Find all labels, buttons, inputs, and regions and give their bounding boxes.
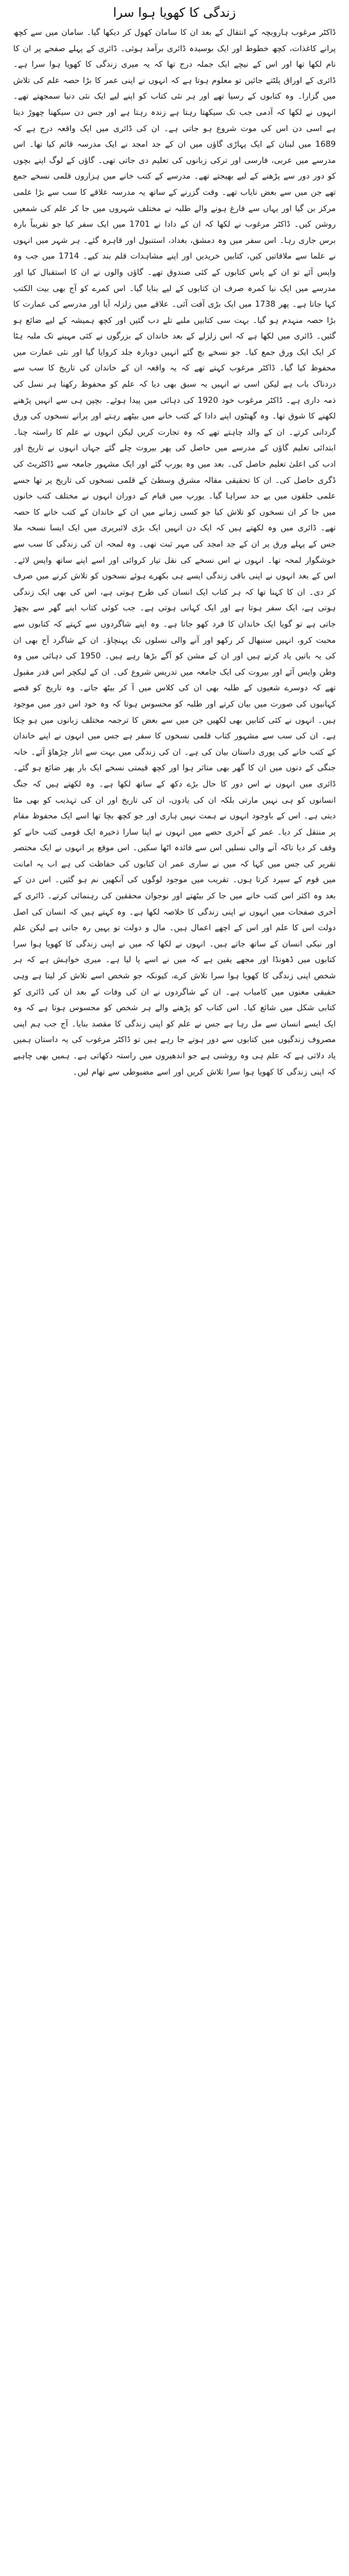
article-paragraph: ان کی زندگی میں بہت سے اتار چڑھاؤ آئے۔ خانہ جنگی کے دنوں میں ان کا گھر بھی متاثر ہوا اور کچھ قیمتی نسخے ایک بار پھر ضائع ہو گئے۔ ڈائری میں انہوں نے اس دور کا حال بڑے دکھ کے ساتھ لکھا ہے۔ وہ لکھتے ہیں کہ جنگ انسانوں کو ہی نہیں مارتی بلکہ ان کی یادوں، ان کی تاریخ اور ان کی تہذیب کو بھی مٹا دیتی ہے۔ اس کے باوجود انہوں نے ہمت نہیں ہاری اور جو کچھ بچا تھا اسے ایک محفوظ مقام پر منتقل کر دیا۔ bbox=[13, 747, 336, 837]
article-paragraph: ان کا کہنا تھا کہ ہر کتاب ایک انسان کی طرح ہوتی ہے، اس کی بھی ایک زندگی ہوتی ہے، ایک سفر ہوتا ہے اور ایک کہانی ہوتی ہے۔ جب کوئی کتاب اپنے گھر سے بچھڑ جاتی ہے تو گویا ایک خاندان کا فرد کھو جاتا ہے۔ وہ اپنے شاگردوں سے کہتے کہ کتابوں سے محبت کرو، انہیں سنبھال کر رکھو اور آنے والی نسلوں تک پہنچاؤ۔ ان کے شاگرد آج بھی ان کی یہ باتیں یاد کرتے ہیں اور ان کے مشن کو آگے بڑھا رہے ہیں۔ bbox=[13, 587, 336, 661]
article-paragraph: 1950 کی دہائی میں وہ وطن واپس آئے اور بیروت کی ایک جامعہ میں تدریس شروع کی۔ ان کے لیکچر اس قدر مقبول تھے کہ دوسرے شعبوں کے طلبہ بھی ان کی کلاس میں آ کر بیٹھ جاتے۔ وہ تاریخ کو قصے کہانیوں کی صورت میں بیان کرتے اور طلبہ کو محسوس ہوتا کہ وہ خود اس دور میں موجود ہیں۔ انہوں نے کئی کتابیں بھی لکھیں جن میں سے بعض کا ترجمہ مختلف زبانوں میں ہو چکا ہے۔ ان کی سب سے مشہور کتاب قلمی نسخوں کا سفر ہے جس میں انہوں نے اپنے خاندان کے کتب خانے کی پوری داستان بیان کی ہے۔ bbox=[13, 652, 336, 757]
article-paragraph: ڈاکٹر مرغوب خود 1920 کی دہائی میں پیدا ہوئے۔ بچپن ہی سے انہیں پڑھنے لکھنے کا شوق تھا۔ وہ گھنٹوں اپنے دادا کے کتب خانے میں بیٹھے رہتے اور پرانے نسخوں کی ورق گردانی کرتے۔ ان کے والد چاہتے تھے کہ وہ تجارت کریں لیکن انہوں نے علم کا راستہ چنا۔ ابتدائی تعلیم گاؤں کے مدرسے میں حاصل کی پھر بیروت چلے گئے جہاں انہوں نے تاریخ اور ادب کی اعلیٰ تعلیم حاصل کی۔ بعد میں وہ یورپ گئے اور ایک مشہور جامعہ سے ڈاکٹریٹ کی ڈگری حاصل کی۔ ان کا تحقیقی مقالہ مشرق وسطیٰ کے قلمی نسخوں کی تاریخ پر تھا جسے علمی حلقوں میں بے حد سراہا گیا۔ bbox=[13, 396, 336, 501]
article-headline: زندگی کا کھویا ہوا سرا bbox=[113, 5, 236, 20]
article-paragraph: ڈائری کے آخری صفحات میں انہوں نے اپنی زندگی کا خلاصہ لکھا ہے۔ وہ کہتے ہیں کہ انسان کی اصل دولت اس کا علم اور اس کے اچھے اعمال ہیں۔ مال و دولت تو یہیں رہ جاتی ہے لیکن علم اور نیکی انسان کے ساتھ جاتے ہیں۔ انہوں نے لکھا کہ میں نے اپنی زندگی کا کھویا ہوا سرا کتابوں میں ڈھونڈا اور مجھے یقین ہے کہ میں نے اسے پا لیا ہے۔ میری خواہش ہے کہ ہر شخص اپنی زندگی کا کھویا ہوا سرا تلاش کرے، کیونکہ جو شخص اسے تلاش کر لیتا ہے وہی حقیقی معنوں میں کامیاب ہے۔ bbox=[13, 892, 336, 997]
article-paragraph: ڈاکٹر مرغوب ہاروبچہ کے انتقال کے بعد ان کا سامان کھول کر دیکھا گیا۔ سامان میں سے کچھ پرانے کاغذات، کچھ خطوط اور ایک بوسیدہ ڈائری برآمد ہوئی۔ ڈائری کے پہلے صفحے پر ان کا نام لکھا تھا اور اس کے نیچے ایک جملہ درج تھا کہ یہ میری زندگی کا کھویا ہوا سرا ہے۔ ڈائری کے اوراق پلٹتے جائیں تو معلوم ہوتا ہے کہ انہوں نے اپنی عمر کا بڑا حصہ علم کی تلاش میں گزارا۔ وہ کتابوں کے رسیا تھے اور ہر نئی کتاب کو اپنے لیے ایک نئی دنیا سمجھتے تھے۔ انہوں نے لکھا کہ آدمی جب تک سیکھتا رہتا ہے زندہ رہتا ہے اور جس دن سیکھنا چھوڑ دیتا ہے اسی دن اس کی موت شروع ہو جاتی ہے۔ bbox=[13, 28, 336, 133]
article-paragraph: ڈاکٹر مرغوب نے لکھا کہ ان کے دادا نے 1701 میں ایک سفر کیا جو تقریباً بارہ برس جاری رہا۔ اس سفر میں وہ دمشق، بغداد، استنبول اور قاہرہ گئے۔ ہر شہر میں انہوں نے علما سے ملاقاتیں کیں، کتابیں خریدیں اور اپنے مشاہدات قلم بند کیے۔ 1714 میں جب وہ واپس آئے تو ان کے پاس کتابوں کے کئی صندوق تھے۔ گاؤں والوں نے ان کا استقبال کیا اور مدرسے میں ایک نیا کمرہ صرف ان کتابوں کے لیے بنایا گیا۔ اس کمرے کو آج بھی بیت الکتب کہا جاتا ہے۔ bbox=[13, 220, 336, 310]
article-paragraph: پھر 1738 میں ایک بڑی آفت آئی۔ علاقے میں زلزلہ آیا اور مدرسے کی عمارت کا بڑا حصہ منہدم ہو گیا۔ بہت سی کتابیں ملبے تلے دب گئیں اور کچھ ہمیشہ کے لیے ضائع ہو گئیں۔ ڈائری میں لکھا ہے کہ اس زلزلے کے بعد خاندان کے بزرگوں نے کئی مہینے تک ملبہ ہٹا کر ایک ایک ورق جمع کیا۔ جو نسخے بچ گئے انہیں دوبارہ جلد کروایا گیا اور نئی عمارت میں محفوظ کیا گیا۔ ڈاکٹر مرغوب کہتے تھے کہ یہ واقعہ ان کے خاندان کی تاریخ کا سب سے دردناک باب ہے لیکن اسی نے انہیں یہ سبق بھی دیا کہ علم کو محفوظ رکھنا ہر نسل کی ذمہ داری ہے۔ bbox=[13, 300, 336, 405]
article-paragraph: عمر کے آخری حصے میں انہوں نے اپنا سارا ذخیرہ ایک قومی کتب خانے کو وقف کر دیا تاکہ آنے والی نسلیں اس سے فائدہ اٹھا سکیں۔ اس موقع پر انہوں نے ایک مختصر تقریر کی جس میں کہا کہ میں نے ساری عمر ان کتابوں کی حفاظت کی ہے اب یہ امانت میں قوم کے سپرد کرتا ہوں۔ تقریب میں موجود لوگوں کی آنکھیں نم ہو گئیں۔ اس دن کے بعد وہ اکثر اس کتب خانے میں جا کر بیٹھتے اور نوجوان محققین کی رہنمائی کرتے۔ bbox=[13, 827, 336, 901]
article-body bbox=[13, 25, 336, 1081]
article-paragraph: ان کی ڈائری میں ایک واقعہ درج ہے کہ 1689 میں لبنان کے ایک پہاڑی گاؤں میں ان کے جد امجد نے ایک مدرسہ قائم کیا تھا۔ اس مدرسے میں عربی، فارسی اور ترکی زبانوں کی تعلیم دی جاتی تھی۔ گاؤں کے لوگ اپنے بچوں کو دور دور سے پڑھنے کے لیے بھیجتے تھے۔ مدرسے کے کتب خانے میں ہزاروں قلمی نسخے جمع تھے جن میں سے بعض نایاب تھے۔ وقت گزرنے کے ساتھ یہ مدرسہ علاقے کا سب سے بڑا علمی مرکز بن گیا اور یہاں سے فارغ ہونے والے طلبہ نے مختلف شہروں میں جا کر علم کی شمعیں روشن کیں۔ bbox=[13, 124, 336, 230]
article-paragraph: یورپ میں قیام کے دوران انہوں نے مختلف کتب خانوں میں جا کر ان نسخوں کو تلاش کیا جو کسی زمانے میں ان کے خاندان کے کتب خانے کا حصہ تھے۔ ڈائری میں وہ لکھتے ہیں کہ ایک دن انہیں ایک بڑی لائبریری میں ایک ایسا نسخہ ملا جس کے پہلے ورق پر ان کے جد امجد کی مہر ثبت تھی۔ وہ لمحہ ان کی زندگی کا سب سے خوشگوار لمحہ تھا۔ انہوں نے اس نسخے کی نقل تیار کروائی اور اسے اپنے ساتھ واپس لائے۔ اس کے بعد انہوں نے اپنی باقی زندگی ایسے ہی بکھرے ہوئے نسخوں کو تلاش کرنے میں صرف کر دی۔ bbox=[13, 492, 336, 597]
article-paragraph: ان کے شاگردوں نے ان کی وفات کے بعد ان کی ڈائری کو کتابی شکل میں شائع کیا۔ اس کتاب کو پڑھنے والے ہر شخص کو محسوس ہوتا ہے کہ وہ ایک ایسے انسان سے مل رہا ہے جس نے علم کو اپنی زندگی کا مقصد بنایا۔ آج جب ہم اپنی مصروف زندگیوں میں کتابوں سے دور ہوتے جا رہے ہیں تو ڈاکٹر مرغوب کی یہ داستان ہمیں یاد دلاتی ہے کہ علم ہی وہ روشنی ہے جو اندھیروں میں راستہ دکھاتی ہے۔ ہمیں بھی چاہیے کہ اپنی زندگی کا کھویا ہوا سرا تلاش کریں اور اسے مضبوطی سے تھام لیں۔ bbox=[13, 987, 336, 1077]
